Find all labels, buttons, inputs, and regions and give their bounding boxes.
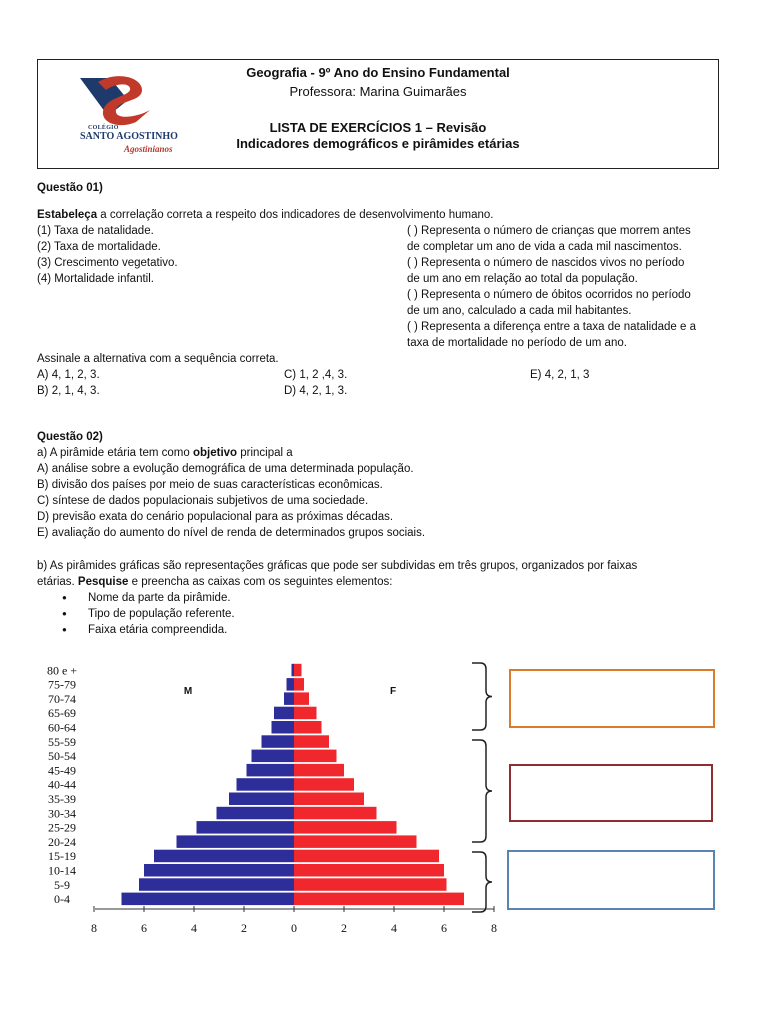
y-tick-label: 40-44 xyxy=(48,777,76,792)
pyramid-bar-male xyxy=(122,893,295,906)
x-tick-label: 4 xyxy=(191,921,197,935)
q2-option: D) previsão exata do cenário populacional para as próximas décadas. xyxy=(37,511,394,523)
question-1-title: Questão 01) xyxy=(37,182,103,194)
pyramid-bar-female xyxy=(294,835,417,848)
pyramid-bar-male xyxy=(252,750,295,763)
q2-option: A) análise sobre a evolução demográfica de uma determinada população. xyxy=(37,463,414,475)
y-tick-label: 55-59 xyxy=(48,734,76,749)
pyramid-bar-female xyxy=(294,750,337,763)
pyramid-bar-female xyxy=(294,664,302,677)
q2-b-post: e preencha as caixas com os seguintes elementos: xyxy=(128,576,393,588)
question-2-title: Questão 02) xyxy=(37,431,103,443)
pyramid-bar-male xyxy=(287,678,295,691)
q1-option-e: E) 4, 2, 1, 3 xyxy=(530,369,590,381)
y-tick-label: 5-9 xyxy=(54,877,70,892)
q2-a-post: principal a xyxy=(237,447,293,459)
pyramid-bar-male xyxy=(177,835,295,848)
y-tick-label: 50-54 xyxy=(48,749,76,764)
y-tick-label: 45-49 xyxy=(48,763,76,778)
legend-female-label: F xyxy=(389,686,397,697)
answer-box xyxy=(510,670,714,727)
x-tick-label: 6 xyxy=(441,921,447,935)
q1-right-line: ( ) Representa a diferença entre a taxa de natalidade e a xyxy=(407,321,696,333)
q1-right-line: ( ) Representa o número de óbitos ocorridos no período xyxy=(407,289,691,301)
q2-option: C) síntese de dados populacionais subjetivos de uma sociedade. xyxy=(37,495,369,507)
q2-b-pre: etárias. xyxy=(37,576,78,588)
y-tick-label: 70-74 xyxy=(48,691,76,706)
pyramid-bar-male xyxy=(274,707,294,720)
y-tick-label: 60-64 xyxy=(48,720,76,735)
q1-prompt: Assinale a alternativa com a sequência correta. xyxy=(37,353,279,365)
pyramid-bar-female xyxy=(294,878,447,891)
pyramid-bar-female xyxy=(294,707,317,720)
logo-school-name: SANTO AGOSTINHO xyxy=(80,131,178,142)
header-subject: Geografia - 9º Ano do Ensino Fundamental xyxy=(246,65,510,80)
pyramid-bar-male xyxy=(229,793,294,806)
pyramid-bar-male xyxy=(144,864,294,877)
y-tick-label: 25-29 xyxy=(48,820,76,835)
q1-right-line: taxa de mortalidade no período de um ano. xyxy=(407,337,627,349)
bracket-icon xyxy=(472,740,492,842)
pyramid-bar-male xyxy=(217,807,295,820)
pyramid-bar-female xyxy=(294,678,304,691)
x-tick-label: 8 xyxy=(91,921,97,935)
x-tick-label: 8 xyxy=(491,921,497,935)
pyramid-bar-female xyxy=(294,721,322,734)
q1-intro-rest: a correlação correta a respeito dos indicadores de desenvolvimento humano. xyxy=(97,209,494,221)
y-tick-label: 80 e + xyxy=(46,663,78,678)
pyramid-bar-female xyxy=(294,821,397,834)
pyramid-bar-male xyxy=(237,778,295,791)
bullet-item: ● Faixa etária compreendida. xyxy=(62,622,235,638)
q2-a-bold: objetivo xyxy=(192,447,238,459)
bracket-icon xyxy=(472,852,492,912)
answer-box xyxy=(510,765,712,821)
pyramid-bar-male xyxy=(139,878,294,891)
x-tick-label: 2 xyxy=(341,921,347,935)
bullet-item: ● Tipo de população referente. xyxy=(62,606,235,622)
pyramid-bar-male xyxy=(197,821,295,834)
q1-option-a: A) 4, 1, 2, 3. xyxy=(37,369,100,381)
pyramid-bar-male xyxy=(284,692,294,705)
q2-option: B) divisão dos países por meio de suas características econômicas. xyxy=(37,479,383,491)
pyramid-bar-female xyxy=(294,864,444,877)
q1-right-line: de um ano, calculado a cada mil habitantes. xyxy=(407,305,632,317)
q1-right-line: de completar um ano de vida a cada mil nascimentos. xyxy=(407,241,682,253)
q2-b-bold: Pesquise xyxy=(77,576,129,588)
header-list-topic: Indicadores demográficos e pirâmides etárias xyxy=(236,136,520,151)
y-tick-label: 30-34 xyxy=(48,806,76,821)
q1-right-line: ( ) Representa o número de nascidos vivos no período xyxy=(407,257,685,269)
pyramid-bar-female xyxy=(294,735,329,748)
y-tick-label: 20-24 xyxy=(48,834,76,849)
answer-box xyxy=(508,851,714,909)
y-tick-label: 10-14 xyxy=(48,863,76,878)
y-tick-label: 0-4 xyxy=(54,892,70,907)
y-tick-label: 75-79 xyxy=(48,677,76,692)
pyramid-bar-female xyxy=(294,778,354,791)
pyramid-bar-female xyxy=(294,793,364,806)
logo-small-text: COLÉGIO xyxy=(88,125,119,131)
x-tick-label: 2 xyxy=(241,921,247,935)
pyramid-bar-female xyxy=(294,692,309,705)
q1-left-item: (4) Mortalidade infantil. xyxy=(37,273,154,285)
pyramid-bar-female xyxy=(294,893,464,906)
x-tick-label: 4 xyxy=(391,921,397,935)
pyramid-bar-male xyxy=(154,850,294,863)
q2-option: E) avaliação do aumento do nível de renda de determinados grupos sociais. xyxy=(37,527,426,539)
header-teacher: Professora: Marina Guimarães xyxy=(289,84,467,99)
q1-option-c: C) 1, 2 ,4, 3. xyxy=(284,369,348,381)
bracket-icon xyxy=(472,663,492,730)
q1-option-b: B) 2, 1, 4, 3. xyxy=(37,385,100,397)
logo-tagline: Agostinianos xyxy=(124,144,173,154)
x-tick-label: 6 xyxy=(141,921,147,935)
q1-left-item: (2) Taxa de mortalidade. xyxy=(37,241,161,253)
pyramid-bar-female xyxy=(294,764,344,777)
pyramid-bar-female xyxy=(294,807,377,820)
bullet-item: ● Nome da parte da pirâmide. xyxy=(62,590,235,606)
q2-a-pre: a) A pirâmide etária tem como xyxy=(37,447,193,459)
pyramid-bar-male xyxy=(247,764,295,777)
pyramid-bar-male xyxy=(292,664,295,677)
q1-left-item: (1) Taxa de natalidade. xyxy=(37,225,154,237)
pyramid-bar-female xyxy=(294,850,439,863)
x-tick-label: 0 xyxy=(291,921,297,935)
pyramid-bar-male xyxy=(262,735,295,748)
y-tick-label: 35-39 xyxy=(48,792,76,806)
y-tick-label: 15-19 xyxy=(48,849,76,864)
header-list-title: LISTA DE EXERCÍCIOS 1 – Revisão xyxy=(269,120,487,135)
q1-intro-bold: Estabeleça xyxy=(37,209,98,221)
q1-option-d: D) 4, 2, 1, 3. xyxy=(284,385,348,397)
legend-male-label: M xyxy=(183,686,193,697)
y-tick-label: 65-69 xyxy=(48,706,76,721)
q2-b-line1-text: b) As pirâmides gráficas são representações gráficas que pode ser subdividas em três grupos, organizados por faixas xyxy=(37,560,638,572)
q1-right-line: ( ) Representa o número de crianças que morrem antes xyxy=(407,225,691,237)
q1-right-line: de um ano em relação ao total da população. xyxy=(407,273,638,285)
q1-left-item: (3) Crescimento vegetativo. xyxy=(37,257,178,269)
pyramid-bar-male xyxy=(272,721,295,734)
